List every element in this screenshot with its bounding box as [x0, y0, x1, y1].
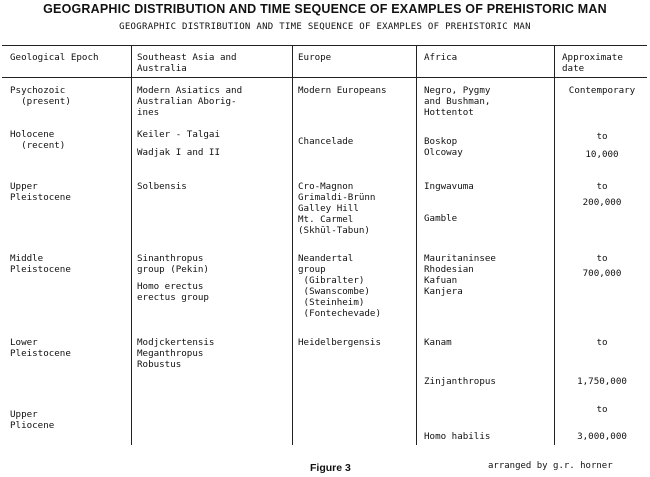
row-psychozoic-africa: Negro, Pygmy and Bushman, Hottentot: [424, 85, 491, 118]
row-upper-pleistocene-date-2: 200,000: [582, 197, 622, 208]
row-upper-pliocene-date-2: 3,000,000: [577, 431, 627, 442]
row-holocene-asia-1: Keiler - Talgai: [137, 129, 220, 140]
column-divider-1: [131, 45, 132, 445]
row-psychozoic-date: Contemporary: [568, 85, 636, 96]
page-subtitle: GEOGRAPHIC DISTRIBUTION AND TIME SEQUENCE OF EXAMPLES OF PREHISTORIC MAN: [119, 22, 531, 32]
row-lower-pleistocene-africa-2: Zinjanthropus: [424, 376, 496, 387]
row-middle-pleistocene-europe: Neandertal group (Gibralter) (Swanscombe) (Steinheim) (Fontechevade): [298, 253, 381, 319]
row-holocene-europe: Chancelade: [298, 136, 354, 147]
row-lower-pleistocene-asia: Modjckertensis Meganthropus Robustus: [137, 337, 215, 370]
row-lower-pleistocene-europe: Heidelbergensis: [298, 337, 381, 348]
row-holocene-epoch: Holocene (recent): [10, 129, 66, 151]
row-psychozoic-europe: Modern Europeans: [298, 85, 387, 96]
row-upper-pliocene-date-1: to: [596, 404, 608, 415]
row-holocene-africa: Boskop Olcoway: [424, 136, 463, 158]
row-upper-pleistocene-africa-2: Gamble: [424, 213, 458, 224]
row-psychozoic-asia: Modern Asiatics and Australian Aborig- ines: [137, 85, 243, 118]
row-upper-pleistocene-epoch: Upper Pleistocene: [10, 181, 71, 203]
row-middle-pleistocene-africa: Mauritaninsee Rhodesian Kafuan Kanjera: [424, 253, 496, 297]
column-divider-4: [554, 45, 555, 445]
credit-line: arranged by g.r. horner: [488, 461, 613, 471]
header-geological-epoch: Geological Epoch: [10, 52, 99, 63]
row-lower-pleistocene-date-1: to: [596, 337, 608, 348]
row-lower-pleistocene-africa-1: Kanam: [424, 337, 452, 348]
header-southeast-asia: Southeast Asia and Australia: [137, 52, 237, 74]
table-top-rule: [2, 45, 647, 46]
figure-label: Figure 3: [310, 462, 351, 474]
row-upper-pliocene-epoch: Upper Pliocene: [10, 409, 55, 431]
page-title: GEOGRAPHIC DISTRIBUTION AND TIME SEQUENCE OF EXAMPLES OF PREHISTORIC MAN: [43, 2, 607, 16]
row-middle-pleistocene-asia-1: Sinanthropus group (Pekin): [137, 253, 209, 275]
header-approximate-date: Approximate date: [562, 52, 623, 74]
header-africa: Africa: [424, 52, 458, 63]
row-lower-pleistocene-epoch: Lower Pleistocene: [10, 337, 71, 359]
row-upper-pleistocene-date-1: to: [596, 181, 608, 192]
row-middle-pleistocene-epoch: Middle Pleistocene: [10, 253, 71, 275]
row-holocene-asia-2: Wadjak I and II: [137, 147, 220, 158]
row-holocene-date-2: 10,000: [585, 149, 619, 160]
column-divider-2: [292, 45, 293, 445]
row-upper-pleistocene-asia: Solbensis: [137, 181, 187, 192]
header-europe: Europe: [298, 52, 332, 63]
row-holocene-date-1: to: [596, 131, 608, 142]
row-upper-pliocene-africa: Homo habilis: [424, 431, 491, 442]
row-lower-pleistocene-date-2: 1,750,000: [577, 376, 627, 387]
header-bottom-rule: [2, 77, 647, 78]
column-divider-3: [416, 45, 417, 445]
row-upper-pleistocene-europe: Cro-Magnon Grimaldi-Brünn Galley Hill Mt. Carmel (Skhūl-Tabun): [298, 181, 376, 236]
row-middle-pleistocene-date-1: to: [596, 253, 608, 264]
row-psychozoic-epoch: Psychozoic (present): [10, 85, 71, 107]
row-middle-pleistocene-date-2: 700,000: [582, 268, 622, 279]
row-upper-pleistocene-africa-1: Ingwavuma: [424, 181, 474, 192]
row-middle-pleistocene-asia-2: Homo erectus erectus group: [137, 281, 209, 303]
